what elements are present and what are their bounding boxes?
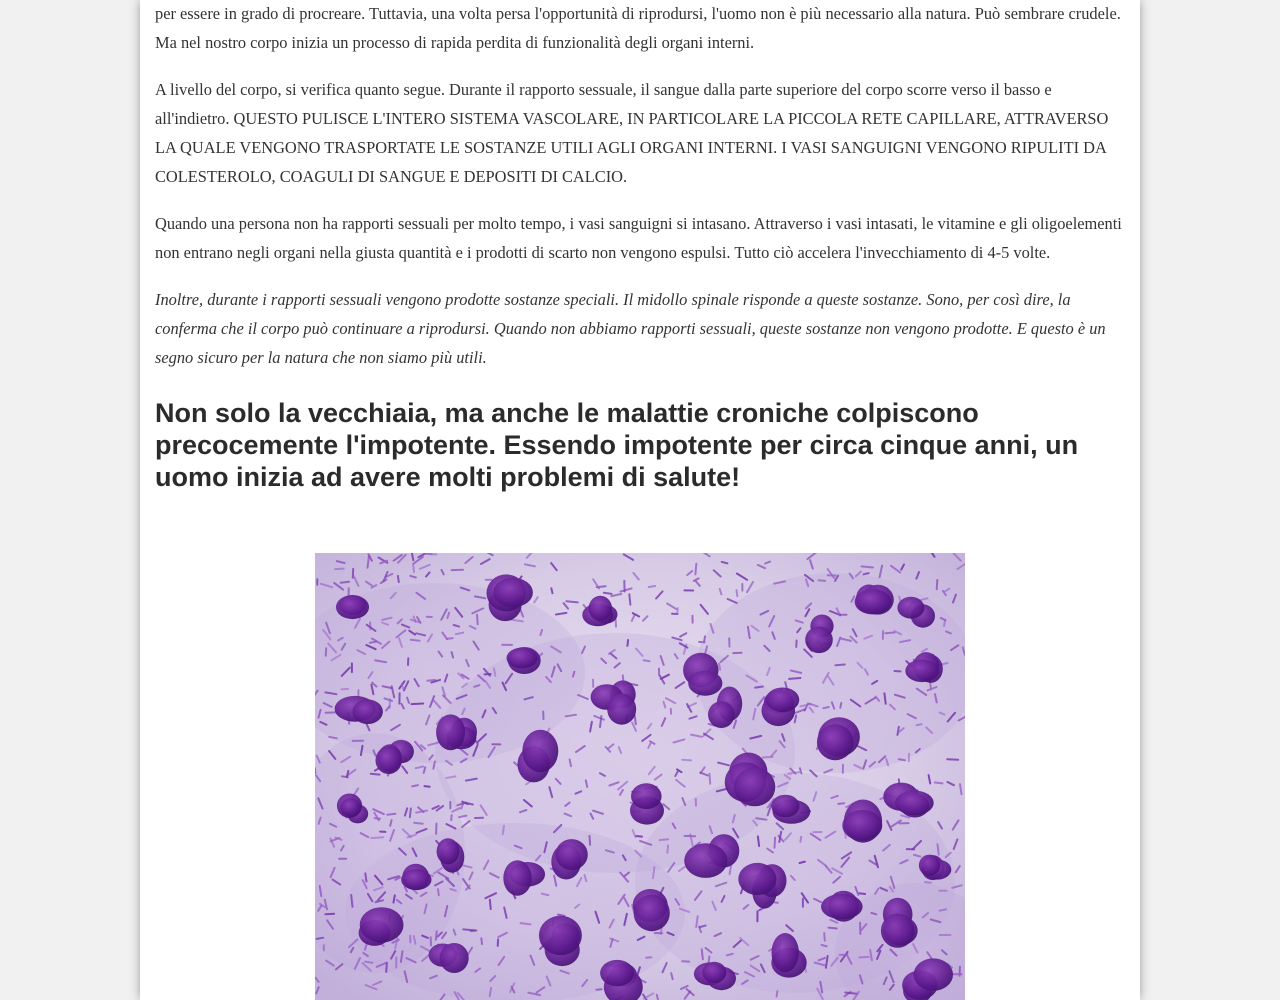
microscope-image-graphic	[315, 553, 965, 1000]
article-paragraph: per essere in grado di procreare. Tuttavia, una volta persa l'opportunità di riprodursi, l'uomo non è più necessario alla natura. Può sembrare crudele. Ma nel nostro corpo inizia un processo di rapida perdita di funzionalità degli organi interni.	[155, 4, 1121, 52]
article-page	[140, 0, 1140, 1000]
article-content	[155, 0, 1125, 493]
article-paragraph: A livello del corpo, si verifica quanto segue. Durante il rapporto sessuale, il sangue dalla parte superiore del corpo scorre verso il basso e all'indietro. QUESTO PULISCE L'INTERO SISTEMA VASCOLARE, IN PARTICOLARE LA PICCOLA RETE CAPILLARE, ATTRAVERSO LA QUALE VENGONO TRASPORTATE LE SOSTANZE UTILI AGLI ORGANI INTERNI. I VASI SANGUIGNI VENGONO RIPULITI DA COLESTEROLO, COAGULI DI SANGUE E DEPOSITI DI CALCIO.	[155, 80, 1109, 186]
microscope-image	[315, 553, 965, 1000]
section-heading: Non solo la vecchiaia, ma anche le malattie croniche colpiscono precocemente l'impotente. Essendo impotente per circa cinque anni, un uomo inizia ad avere molti problemi di salute!	[155, 398, 1079, 492]
article-paragraph-italic: Inoltre, durante i rapporti sessuali vengono prodotte sostanze speciali. Il midollo spinale risponde a queste sostanze. Sono, per così dire, la conferma che il corpo può continuare a riprodursi. Quando non abbiamo rapporti sessuali, queste sostanze non vengono prodotte. E questo è un segno sicuro per la natura che non siamo più utili.	[155, 290, 1106, 367]
article-paragraph: Quando una persona non ha rapporti sessuali per molto tempo, i vasi sanguigni si intasano. Attraverso i vasi intasati, le vitamine e gli oligoelementi non entrano negli organi nella giusta quantità e i prodotti di scarto non vengono espulsi. Tutto ciò accelera l'invecchiamento di 4-5 volte.	[155, 214, 1122, 262]
